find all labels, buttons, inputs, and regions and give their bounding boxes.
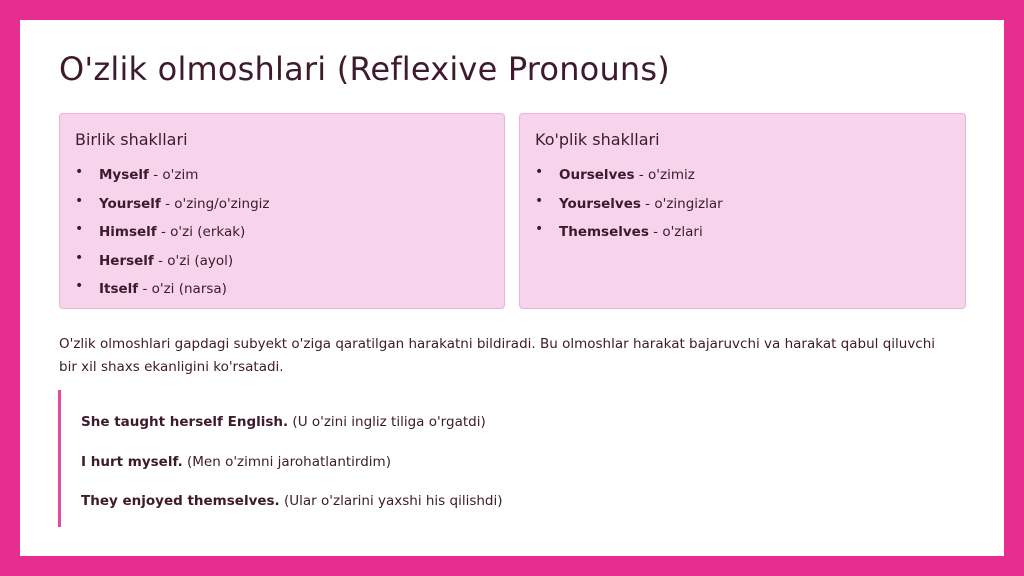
list-item xyxy=(535,166,723,195)
example-en: I hurt myself. xyxy=(81,454,183,470)
singular-heading: Birlik shakllari xyxy=(75,130,188,149)
list-item xyxy=(535,192,723,224)
list-item xyxy=(75,249,270,281)
bullet-icon: • xyxy=(75,278,84,294)
bullet-icon: • xyxy=(535,221,544,237)
example-uz: (Men o'zimni jarohatlantirdim) xyxy=(182,454,391,470)
example-uz: (U o'zini ingliz tiliga o'rgatdi) xyxy=(288,414,486,430)
pronoun-uz: - o'zi (narsa) xyxy=(138,281,227,297)
bullet-icon: • xyxy=(75,249,84,266)
pronoun-en: Yourselves xyxy=(559,195,641,212)
bullet-icon: • xyxy=(535,192,544,209)
pronoun-en: Yourself xyxy=(99,195,161,212)
example-en: She taught herself English. xyxy=(81,414,289,430)
singular-card xyxy=(59,113,505,309)
pronoun-uz: - o'zim xyxy=(148,167,199,183)
pronoun-en: Itself xyxy=(99,281,139,297)
example-sentence xyxy=(81,454,391,470)
pronoun-en: Herself xyxy=(99,252,154,269)
singular-list xyxy=(75,166,270,309)
bullet-icon: • xyxy=(75,164,84,180)
list-item xyxy=(75,166,270,195)
bullet-icon: • xyxy=(75,192,84,209)
pronoun-uz: - o'zi (erkak) xyxy=(156,224,246,240)
examples-block xyxy=(58,390,761,527)
pronoun-en: Themselves xyxy=(559,224,649,240)
pronoun-en: Himself xyxy=(99,224,157,240)
description-text: O'zlik olmoshlari gapdagi subyekt o'ziga qaratilgan harakatni bildiradi. Bu olmoshlar harakat bajaruvchi va harakat qabul qiluvchi bir xil shaxs ekanligini ko'rsatadi. xyxy=(59,336,936,375)
plural-card xyxy=(519,113,966,309)
pronoun-uz: - o'zlari xyxy=(648,224,703,240)
pronoun-en: Ourselves xyxy=(559,167,635,183)
list-item xyxy=(75,192,270,224)
pronoun-en: Myself xyxy=(99,167,149,183)
list-item xyxy=(75,223,270,252)
example-en: They enjoyed themselves. xyxy=(81,493,280,509)
pronoun-uz: - o'zingizlar xyxy=(640,195,723,212)
bullet-icon: • xyxy=(75,221,84,237)
pronoun-uz: - o'zing/o'zingiz xyxy=(160,195,270,212)
plural-heading: Ko'plik shakllari xyxy=(535,130,660,149)
example-uz: (Ular o'zlarini yaxshi his qilishdi) xyxy=(279,493,503,509)
plural-list xyxy=(535,166,723,252)
pronoun-uz: - o'zimiz xyxy=(634,167,695,183)
bullet-icon: • xyxy=(535,164,544,180)
slide xyxy=(20,20,1004,556)
list-item xyxy=(75,280,270,309)
pronoun-uz: - o'zi (ayol) xyxy=(153,252,234,269)
list-item xyxy=(535,223,723,252)
example-sentence xyxy=(81,414,486,430)
example-sentence xyxy=(81,493,503,509)
slide-title: O'zlik olmoshlari (Reflexive Pronouns) xyxy=(59,50,670,88)
